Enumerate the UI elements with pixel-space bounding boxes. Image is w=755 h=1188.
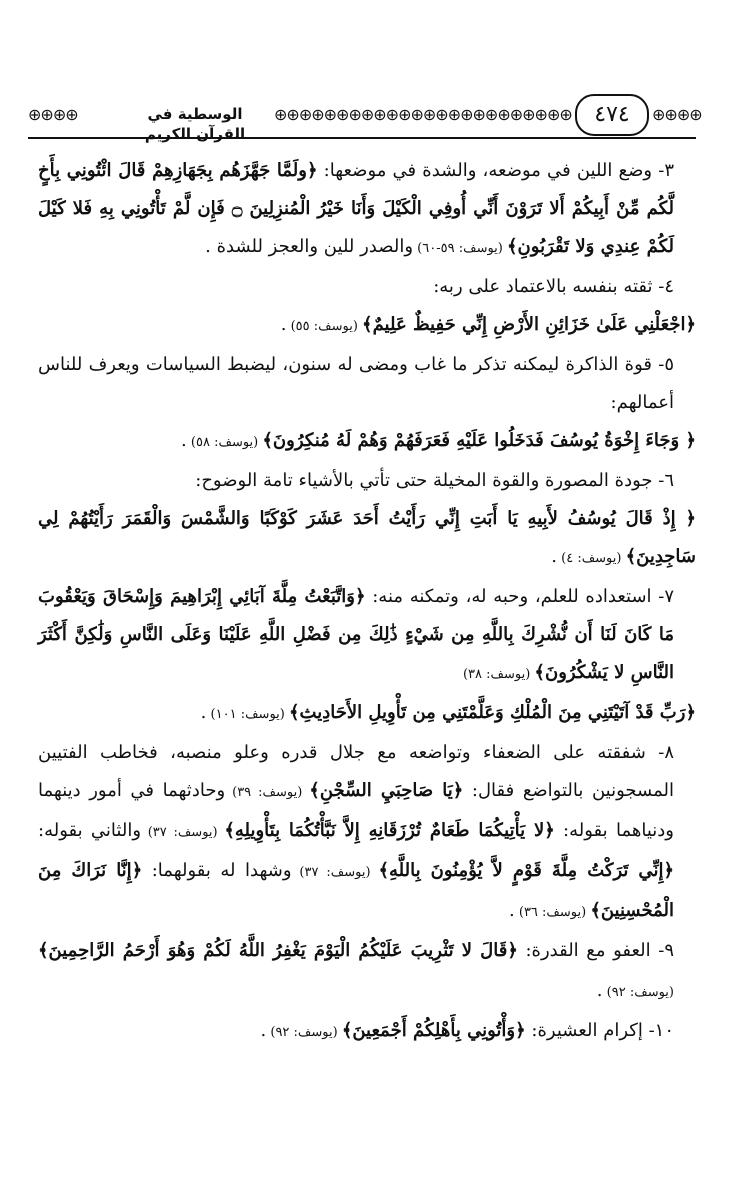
verse-reference: (يوسف: ٩٢) bbox=[266, 1025, 342, 1040]
paragraph-4 bbox=[38, 268, 696, 306]
body-text: ٣- وضع اللين في موضعه، والشدة في موضعها: bbox=[317, 160, 674, 181]
verse-reference: (يوسف: ٣٩) bbox=[225, 785, 310, 800]
paragraph-7 bbox=[38, 578, 696, 694]
quran-quote: ﴿ إِذْ قَالَ يُوسُفُ لأَبِيهِ يَا أَبَتِ إِنِّي رَأَيْتُ أَحَدَ عَشَرَ كَوْكَبًا وَالشَّمْسَ وَالْقَمَرَ رَأَيْتُهُمْ لِي سَاجِدِينَ﴾ bbox=[38, 508, 696, 567]
verse-reference: (يوسف: ٣٧) bbox=[141, 825, 225, 840]
ornament-right: ⊕⊕⊕⊕ bbox=[652, 105, 702, 124]
verse-reference: (يوسف: ٣٨) bbox=[462, 667, 535, 682]
quran-quote: ﴿قَالَ لا تَثْرِيبَ عَلَيْكُمُ الْيَوْمَ يَغْفِرُ اللَّهُ لَكُمْ وَهُوَ أَرْحَمُ الرَّاحِمِينَ﴾ bbox=[38, 940, 518, 961]
quran-quote: ﴿لا يَأْتِيكُمَا طَعَامٌ تُرْزَقَانِهِ إِلاَّ نَبَّأْتُكُمَا بِتَأْوِيلِهِ﴾ bbox=[224, 820, 555, 841]
quran-quote: ﴿يَا صَاحِبَيِ السِّجْنِ﴾ bbox=[309, 780, 464, 801]
body-text: . bbox=[280, 314, 287, 335]
body-text: . bbox=[260, 1020, 267, 1041]
quote-line-5 bbox=[38, 422, 696, 462]
verse-reference: (يوسف: ٥٥) bbox=[286, 319, 363, 334]
quran-quote: ﴿وَأْتُونِي بِأَهْلِكُمْ أَجْمَعِينَ﴾ bbox=[341, 1020, 526, 1041]
quran-quote: ﴿اجْعَلْنِي عَلَىٰ خَزَائِنِ الأَرْضِ إِنِّي حَفِيظٌ عَلِيمٌ﴾ bbox=[362, 314, 696, 335]
quote-line-7 bbox=[38, 694, 696, 734]
body-text: ٩- العفو مع القدرة: bbox=[517, 940, 674, 961]
paragraph-5 bbox=[38, 346, 696, 422]
quote-line-6 bbox=[38, 500, 696, 578]
quran-quote: ﴿إِنِّي تَرَكْتُ مِلَّةَ قَوْمٍ لاَّ يُؤْمِنُونَ بِاللَّهِ﴾ bbox=[378, 860, 674, 881]
body-text: ٤- ثقته بنفسه بالاعتماد على ربه: bbox=[433, 276, 674, 297]
body-text: . bbox=[596, 980, 603, 1001]
verse-reference: (يوسف: ٤) bbox=[556, 551, 626, 566]
verse-reference: (يوسف: ٣٦) bbox=[514, 905, 591, 920]
body-text: وحادثهما في أمور دينهما ودنياهما بقوله: bbox=[38, 780, 674, 841]
page-header bbox=[28, 86, 702, 150]
body-text: وشهدا له بقولهما: bbox=[142, 860, 292, 881]
body-text: والصدر للين والعجز للشدة . bbox=[205, 236, 414, 257]
page-body bbox=[38, 152, 696, 1052]
running-title: الوسطية في القرآن الكريم bbox=[144, 105, 246, 143]
body-text: . bbox=[200, 702, 207, 723]
verse-reference: (يوسف: ١٠١) bbox=[206, 707, 289, 722]
paragraph-10 bbox=[38, 1012, 696, 1052]
body-text: ٧- استعداده للعلم، وحبه له، وتمكنه منه: bbox=[365, 586, 674, 607]
body-text: . bbox=[508, 900, 515, 921]
quran-quote: ﴿ولَمَّا جَهَّزَهُم بِجَهَازِهِمْ قَالَ ائْتُونِي بِأَخٍ لَّكُم مِّنْ أَبِيكُمْ أَلا تَرَوْنَ أَنِّي أُوفِي الْكَيْلَ وَأَنَا خَيْرُ الْمُنزِلِينَ ۝ فَإِن لَّمْ تَأْتُونِي بِهِ فَلا كَيْلَ لَكُمْ عِندِي وَلا تَقْرَبُونِ﴾ bbox=[38, 160, 674, 257]
body-text: ٥- قوة الذاكرة ليمكنه تذكر ما غاب ومضى له سنون، ليضبط السياسات ويعرف للناس أعمالهم: bbox=[38, 354, 674, 413]
verse-reference: (يوسف: ٥٨) bbox=[186, 435, 263, 450]
body-text: . bbox=[551, 546, 557, 567]
quran-quote: ﴿وَاتَّبَعْتُ مِلَّةَ آبَائِي إِبْرَاهِيمَ وَإِسْحَاقَ وَيَعْقُوبَ مَا كَانَ لَنَا أَن نُّشْرِكَ بِاللَّهِ مِن شَيْءٍ ذَٰلِكَ مِن فَضْلِ اللَّهِ عَلَيْنَا وَعَلَى النَّاسِ وَلَٰكِنَّ أَكْثَرَ النَّاسِ لا يَشْكُرُونَ﴾ bbox=[38, 586, 674, 683]
page-number: ٤٧٤ bbox=[575, 94, 649, 136]
verse-reference: (يوسف: ٣٧) bbox=[291, 865, 379, 880]
verse-reference: (يوسف: ٩٢) bbox=[602, 985, 674, 1000]
ornament-middle: ⊕⊕⊕⊕⊕⊕⊕⊕⊕⊕⊕⊕⊕⊕⊕⊕⊕⊕⊕⊕⊕⊕⊕⊕ bbox=[274, 105, 572, 124]
verse-reference: (يوسف: ٥٩-٦٠) bbox=[413, 241, 507, 256]
paragraph-8 bbox=[38, 734, 696, 932]
quran-quote: ﴿رَبِّ قَدْ آتَيْتَنِي مِنَ الْمُلْكِ وَعَلَّمْتَنِي مِن تَأْوِيلِ الأَحَادِيثِ﴾ bbox=[288, 702, 696, 723]
quote-line-4 bbox=[38, 306, 696, 346]
ornament-left: ⊕⊕⊕⊕ bbox=[28, 105, 78, 124]
header-rule bbox=[28, 137, 696, 139]
quran-quote: ﴿إِنَّا نَرَاكَ مِنَ الْمُحْسِنِينَ﴾ bbox=[38, 860, 674, 921]
body-text: . bbox=[181, 430, 187, 451]
quran-quote: ﴿ وَجَاءَ إِخْوَةُ يُوسُفَ فَدَخَلُوا عَلَيْهِ فَعَرَفَهُمْ وَهُمْ لَهُ مُنكِرُونَ﴾ bbox=[262, 430, 696, 451]
paragraph-9 bbox=[38, 932, 696, 1012]
body-text: ٦- جودة المصورة والقوة المخيلة حتى تأتي بالأشياء تامة الوضوح: bbox=[195, 470, 674, 491]
paragraph-6 bbox=[38, 462, 696, 500]
body-text: والثاني بقوله: bbox=[38, 820, 142, 841]
body-text: ٨- شفقته على الضعفاء وتواضعه مع جلال قدره وعلو منصبه، فخاطب الفتيين المسجونين بالتواضع فقال: bbox=[38, 742, 674, 801]
body-text: ١٠- إكرام العشيرة: bbox=[525, 1020, 674, 1041]
paragraph-3 bbox=[38, 152, 696, 268]
